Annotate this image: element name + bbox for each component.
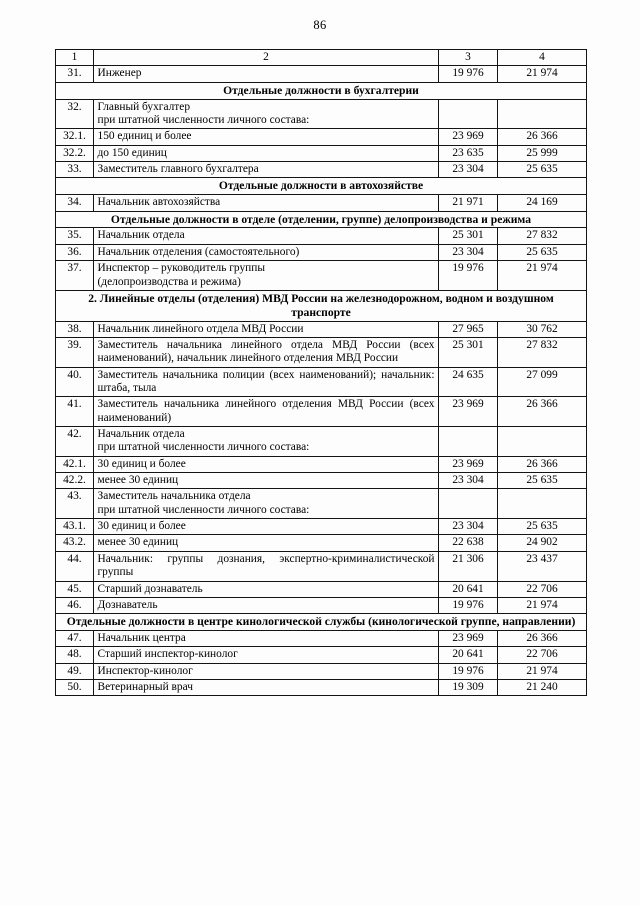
salary-column-3: 23 304	[438, 244, 497, 260]
position-title: Заместитель начальника линейного отдела МВД России (всех наименований), начальник линейного отделения МВД России	[93, 338, 438, 368]
row-number: 32.	[55, 99, 93, 129]
page-number: 86	[313, 18, 327, 32]
table-row	[55, 397, 586, 427]
table-header-row	[55, 50, 586, 66]
table-row	[55, 161, 586, 177]
salary-column-4: 25 635	[497, 473, 586, 489]
salary-column-3: 25 301	[438, 338, 497, 368]
salary-column-4	[497, 99, 586, 129]
row-number: 43.	[55, 489, 93, 519]
salary-column-4: 30 762	[497, 321, 586, 337]
salary-column-3: 23 635	[438, 145, 497, 161]
salary-column-3: 19 976	[438, 663, 497, 679]
position-title: 30 единиц и более	[93, 519, 438, 535]
row-number: 42.	[55, 427, 93, 457]
table-row	[55, 663, 586, 679]
salary-column-4	[497, 427, 586, 457]
table-row	[55, 551, 586, 581]
salary-column-4: 26 366	[497, 129, 586, 145]
table-row	[55, 427, 586, 457]
row-number: 45.	[55, 581, 93, 597]
position-title-line1: Инспектор – руководитель группы	[97, 262, 265, 275]
position-title: менее 30 единиц	[93, 535, 438, 551]
table-row	[55, 228, 586, 244]
row-number: 43.2.	[55, 535, 93, 551]
row-number: 31.	[55, 66, 93, 82]
table-section-row	[55, 290, 586, 321]
table-row	[55, 473, 586, 489]
position-title: Начальник: группы дознания, экспертно-криминалистической группы	[93, 551, 438, 581]
salary-column-3: 23 969	[438, 397, 497, 427]
table-section-row	[55, 211, 586, 228]
salary-column-3: 25 301	[438, 228, 497, 244]
section-heading: Отдельные должности в автохозяйстве	[55, 178, 586, 195]
position-title: менее 30 единиц	[93, 473, 438, 489]
salary-column-4: 26 366	[497, 456, 586, 472]
position-title: 150 единиц и более	[93, 129, 438, 145]
table-row	[55, 519, 586, 535]
salary-column-4: 25 635	[497, 244, 586, 260]
position-title	[93, 99, 438, 129]
section-heading: 2. Линейные отделы (отделения) МВД России на железнодорожном, водном и воздушном транспорте	[55, 290, 586, 321]
position-title: Начальник отделения (самостоятельного)	[93, 244, 438, 260]
column-header-1: 1	[55, 50, 93, 66]
salary-column-3: 24 635	[438, 367, 497, 397]
row-number: 40.	[55, 367, 93, 397]
position-title: Начальник центра	[93, 631, 438, 647]
table-row	[55, 145, 586, 161]
salary-table	[55, 49, 587, 696]
position-title-line2: при штатной численности личного состава:	[97, 441, 310, 454]
table-row	[55, 456, 586, 472]
row-number: 41.	[55, 397, 93, 427]
salary-column-4: 27 832	[497, 338, 586, 368]
salary-column-4: 23 437	[497, 551, 586, 581]
salary-column-4: 21 974	[497, 66, 586, 82]
row-number: 43.1.	[55, 519, 93, 535]
position-title: Заместитель начальника линейного отделения МВД России (всех наименований)	[93, 397, 438, 427]
salary-column-4: 27 832	[497, 228, 586, 244]
row-number: 42.1.	[55, 456, 93, 472]
row-number: 38.	[55, 321, 93, 337]
position-title	[93, 427, 438, 457]
salary-column-3: 19 976	[438, 66, 497, 82]
table-row	[55, 99, 586, 129]
salary-column-3: 23 304	[438, 161, 497, 177]
row-number: 32.2.	[55, 145, 93, 161]
table-row	[55, 244, 586, 260]
position-title: Старший инспектор-кинолог	[93, 647, 438, 663]
table-row	[55, 66, 586, 82]
table-row	[55, 129, 586, 145]
salary-column-4: 24 169	[497, 195, 586, 211]
row-number: 48.	[55, 647, 93, 663]
position-title-line1: Главный бухгалтер	[97, 100, 191, 113]
position-title: Ветеринарный врач	[93, 680, 438, 696]
salary-column-3: 23 304	[438, 473, 497, 489]
row-number: 44.	[55, 551, 93, 581]
row-number: 50.	[55, 680, 93, 696]
table-section-row	[55, 178, 586, 195]
column-header-4: 4	[497, 50, 586, 66]
salary-column-3: 19 976	[438, 261, 497, 291]
position-title: Начальник автохозяйства	[93, 195, 438, 211]
position-title	[93, 489, 438, 519]
salary-column-4: 21 974	[497, 597, 586, 613]
column-header-2: 2	[93, 50, 438, 66]
position-title: Начальник линейного отдела МВД России	[93, 321, 438, 337]
position-title: Заместитель главного бухгалтера	[93, 161, 438, 177]
column-header-3: 3	[438, 50, 497, 66]
salary-column-4: 26 366	[497, 397, 586, 427]
salary-column-4: 21 974	[497, 663, 586, 679]
row-number: 37.	[55, 261, 93, 291]
row-number: 42.2.	[55, 473, 93, 489]
table-row	[55, 597, 586, 613]
salary-column-4: 24 902	[497, 535, 586, 551]
table-row	[55, 581, 586, 597]
row-number: 47.	[55, 631, 93, 647]
table-section-row	[55, 82, 586, 99]
salary-column-4: 25 635	[497, 161, 586, 177]
salary-table-container	[55, 49, 586, 696]
salary-column-3: 20 641	[438, 581, 497, 597]
position-title-line1: Начальник отдела	[97, 428, 185, 441]
table-section-row	[55, 614, 586, 631]
salary-column-3: 23 969	[438, 456, 497, 472]
table-row	[55, 631, 586, 647]
section-heading: Отдельные должности в отделе (отделении, группе) делопроизводства и режима	[55, 211, 586, 228]
row-number: 35.	[55, 228, 93, 244]
salary-column-4: 25 999	[497, 145, 586, 161]
salary-column-3: 23 304	[438, 519, 497, 535]
table-row	[55, 680, 586, 696]
salary-column-3: 23 969	[438, 129, 497, 145]
salary-column-4: 21 240	[497, 680, 586, 696]
salary-column-3: 20 641	[438, 647, 497, 663]
table-row	[55, 647, 586, 663]
position-title: Заместитель начальника полиции (всех наименований); начальник: штаба, тыла	[93, 367, 438, 397]
position-title: до 150 единиц	[93, 145, 438, 161]
table-row	[55, 195, 586, 211]
salary-column-3: 22 638	[438, 535, 497, 551]
position-title: Начальник отдела	[93, 228, 438, 244]
position-title: 30 единиц и более	[93, 456, 438, 472]
table-row	[55, 367, 586, 397]
position-title: Дознаватель	[93, 597, 438, 613]
row-number: 32.1.	[55, 129, 93, 145]
position-title: Старший дознаватель	[93, 581, 438, 597]
salary-column-4: 22 706	[497, 581, 586, 597]
salary-column-4: 25 635	[497, 519, 586, 535]
salary-column-3: 21 971	[438, 195, 497, 211]
salary-column-4: 27 099	[497, 367, 586, 397]
salary-table-body	[55, 50, 586, 696]
salary-column-3: 23 969	[438, 631, 497, 647]
position-title-line2: (делопроизводства и режима)	[97, 275, 241, 288]
row-number: 33.	[55, 161, 93, 177]
row-number: 46.	[55, 597, 93, 613]
position-title-line2: при штатной численности личного состава:	[97, 113, 310, 126]
row-number: 34.	[55, 195, 93, 211]
salary-column-4	[497, 489, 586, 519]
position-title-line1: Заместитель начальника отдела	[97, 490, 251, 503]
salary-column-3	[438, 489, 497, 519]
salary-column-3	[438, 99, 497, 129]
table-row	[55, 489, 586, 519]
row-number: 39.	[55, 338, 93, 368]
row-number: 49.	[55, 663, 93, 679]
salary-column-3: 21 306	[438, 551, 497, 581]
salary-column-3: 19 309	[438, 680, 497, 696]
table-row	[55, 261, 586, 291]
table-row	[55, 338, 586, 368]
salary-column-4: 21 974	[497, 261, 586, 291]
position-title: Инженер	[93, 66, 438, 82]
salary-column-4: 26 366	[497, 631, 586, 647]
table-row	[55, 321, 586, 337]
salary-column-3	[438, 427, 497, 457]
position-title	[93, 261, 438, 291]
row-number: 36.	[55, 244, 93, 260]
salary-column-4: 22 706	[497, 647, 586, 663]
section-heading: Отдельные должности в центре кинологической службы (кинологической группе, направлении)	[55, 614, 586, 631]
salary-column-3: 19 976	[438, 597, 497, 613]
position-title: Инспектор-кинолог	[93, 663, 438, 679]
section-heading: Отдельные должности в бухгалтерии	[55, 82, 586, 99]
table-row	[55, 535, 586, 551]
salary-column-3: 27 965	[438, 321, 497, 337]
position-title-line2: при штатной численности личного состава:	[97, 503, 310, 516]
